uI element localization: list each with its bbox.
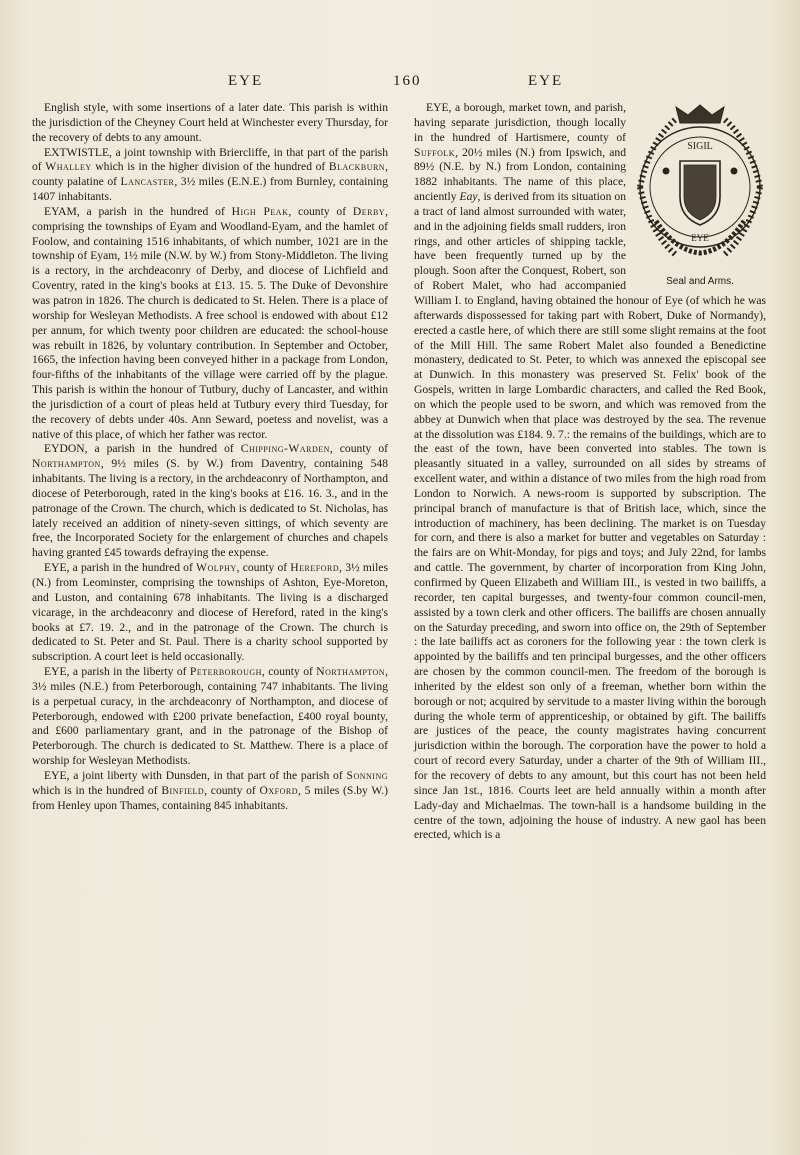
entry-text: EYE, a joint liberty with Dunsden, in that part of the parish of [44, 768, 347, 782]
entry-text: , county of [204, 783, 260, 797]
entry-eye_hereford [32, 561, 388, 665]
page-number: 160 [393, 73, 422, 89]
entry-text: , 3½ miles (N.) from Leominster, comprising the townships of Ashton, Eye-Moreton, and Luston, and containing 678 inhabitants. The living is a discharged vicarage, in the archdeaconry and diocese of Hereford, rated in the king's books at £7. 19. 2., and in the patronage of the Crown. The church is dedicated to St. Peter and St. Paul. There is a charity school supported by subscription. A court leet is held occasionally. [32, 561, 388, 664]
entry-eng [32, 101, 388, 146]
entry-text: , 3½ miles (E.N.E.) from Burnley, containing 1407 inhabitants. [32, 175, 389, 204]
entry-eyam [32, 205, 388, 443]
header-right-word: EYE [528, 73, 564, 89]
seal-legend-bottom: EYE [691, 233, 709, 243]
entry-text: , 5 miles (S.by W.) from Henley upon Thames, containing 845 inhabitants. [32, 783, 388, 812]
entry-text: , county of [329, 442, 388, 456]
place-name: Peterborough [189, 665, 262, 679]
entry-text: EYE, a borough, market town, and parish, having separate jurisdiction, though locally in the hundred of Hartismere, county of [414, 101, 626, 144]
entry-extwistle [32, 146, 388, 205]
right-text-column [414, 101, 766, 843]
entry-text: English style, with some insertions of a later date. This parish is within the jurisdiction of the Cheyney Court held at Winchester every Thursday, for the recovery of debts to any amount. [32, 101, 388, 144]
entry-eydon [32, 442, 388, 561]
entry-text: , 9½ miles (S. by W.) from Daventry, containing 548 inhabitants. The living is a rectory, in the archdeaconry of Northampton, and diocese of Peterborough, rated in the king's books at £16. 16. 3., and in the patronage of the Crown. The church, which is dedicated to St. Nicholas, has lately received an addition of ninety-seven sittings, of which seventy are free, the Incorporated Society for the enlargement of churches and chapels having granted £45 towards defraying the expense. [32, 457, 388, 560]
entry-text: , county of [261, 665, 317, 679]
entry-text: , 20½ miles (N.) from Ipswich, and 89½ (N.E. by N.) from London, containing 1882 inhabitants. The name of this place, anciently [414, 145, 626, 204]
place-name: Blackburn [328, 160, 386, 174]
entry-text: EYDON, a parish in the hundred of [44, 442, 241, 456]
place-name: Whalley [45, 160, 92, 174]
entry-text: which is in the higher division of the hundred of [91, 160, 329, 174]
place-name: Oxford [259, 783, 298, 797]
place-name: Lancaster [120, 175, 175, 189]
place-name: Hereford [290, 561, 340, 575]
italic-term: Eay [459, 190, 478, 204]
entry-text: , county of [288, 204, 353, 218]
entry-text: , is derived from its situation on a tract of land almost surrounded with water, and in the adjoining fields small rudders, iron rings, and other articles of shipping tackle, have been frequently turned up by the plough. Soon after the Conquest, Robert, son of Robert Malet, who had accompanied William I. to England, having obtained the honour of Eye (of which he was afterwards dispossessed for taking part with Robert, Duke of Normandy), erected a castle here, of which there are still some slight remains at the foot of the Mill Hill. The same Robert Malet also founded a Benedictine monastery, dedicated to St. Peter, to which was annexed the episcopal see at Dunwich. In this monastery was preserved St. Felix' book of the Gospels, written in large Lombardic characters, and called the Red Book, on which the people used to be sworn, and which was removed from the abbey at Dunwich when that place was destroyed by the sea. The revenue at the dissolution was £184. 9. 7.: the remains of the buildings, which are to the east of the town, have been converted into stables. The town is pleasantly situated in a valley, surrounded on all sides by streams of excellent water, and within a distance of two miles from the high road from London to Norwich. A news-room is supported by subscription. The principal branch of manufacture is that of British lace, which, since the introduction of machinery, has been declining. The market is on Tuesday for corn, and there is also a market for butter and vegetables on Saturday : the fairs are on Whit-Monday, for pigs and toys; and July 22nd, for lambs and cattle. The government, by charter of incorporation from King John, confirmed by Queen Elizabeth and William III., is vested in two bailiffs, a recorder, ten capital burgesses, and twenty-four common council-men, assisted by a town clerk and other officers. The bailiffs are chosen annually on the Saturday preceding, and sworn into office on, the 29th of September : the late bailiffs act as coroners for the following year : the town clerk is appointed by the bailiffs and ten principal burgesses, and the other officers are chosen by the common council-men. The freedom of the borough is inherited by the eldest son only of a freeman, whether born within the borough or not; acquired by servitude to a master living within the borough during the whole term of apprenticeship, or obtained by gift. The bailiffs are justices of the peace, the county magistrates having concurrent jurisdiction within the borough. The corporation have the power to hold a court of record every Saturday, under a charter of the 9th of William III., for the recovery of debts to any amount, but this court has not been held since Jan 1st., 1816. Courts leet are held annually within a month after Lady-day and Michaelmas. The town-hall is a handsome building in the centre of the town, adjoining the house of industry. A new gaol has been erected, which is a [414, 190, 766, 842]
seal-figure [634, 101, 766, 291]
place-name: Suffolk [414, 145, 456, 159]
entry-text: EXTWISTLE, a joint township with Briercliffe, in that part of the parish of [32, 145, 388, 174]
place-name: Binfield [161, 783, 205, 797]
place-name: Sonning [346, 768, 388, 782]
running-header [0, 73, 800, 93]
seal-and-arms-icon [636, 101, 764, 273]
entry-text: , county palatine of [32, 160, 388, 189]
place-name: High Peak [231, 204, 289, 218]
place-name: Northampton [316, 665, 386, 679]
place-name: Northampton [32, 457, 101, 471]
entry-text: EYE, a parish in the liberty of [44, 665, 190, 679]
entry-eye_oxford [32, 769, 388, 814]
entry-text: which is in the hundred of [32, 783, 162, 797]
place-name: Derby [352, 204, 386, 218]
entry-text: , comprising the townships of Eyam and Woodland-Eyam, and the hamlet of Foolow, and containing 1516 inhabitants, of which number, 1021 are in the township of Eyam, 1½ mile (N.W. by W.) from Stony-Middleton. The living is a rectory, in the archdeaconry of Derby, and diocese of Lichfield and Coventry, rated in the king's books at £13. 15. 5. The Duke of Devonshire was patron in 1826. The church is dedicated to St. Helen. There is a place of worship for Wesleyan Methodists. A free school is endowed with about £12 per annum, for which twenty poor children are educated: the school-house was rebuilt in 1826, by voluntary contribution. In September and October, 1665, the infection having been conveyed hither in a package from London, four-fifths of the inhabitants of the village were carried off by the plague. This parish is within the honour of Tutbury, duchy of Lancaster, and within the jurisdiction of a court of pleas held at Tutbury every third Tuesday, for the recovery of debts under 40s. Ann Seward, poetess and novelist, was a native of this place, of which her father was rector. [32, 204, 388, 441]
entry-text: EYAM, a parish in the hundred of [44, 204, 232, 218]
place-name: Wolphy [196, 561, 237, 575]
entry-text: EYE, a parish in the hundred of [44, 561, 197, 575]
header-left-word: EYE [228, 73, 264, 89]
entry-eye_peterborough [32, 665, 388, 769]
entry-text: , 3½ miles (N.E.) from Peterborough, containing 747 inhabitants. The living is a perpetual curacy, in the archdeaconry of Northampton, and diocese of Peterborough, endowed with £200 private benefaction, £400 royal bounty, and £600 parliamentary grant, and in the patronage of the Bishop of Peterborough. The church is dedicated to St. Matthew. There is a place of worship for Wesleyan Methodists. [32, 665, 388, 768]
left-text-column [32, 101, 388, 814]
place-name: Chipping-Warden [240, 442, 330, 456]
entry-text: , county of [236, 561, 291, 575]
seal-caption: Seal and Arms. [666, 276, 734, 287]
seal-legend-top: SIGIL [687, 141, 713, 152]
